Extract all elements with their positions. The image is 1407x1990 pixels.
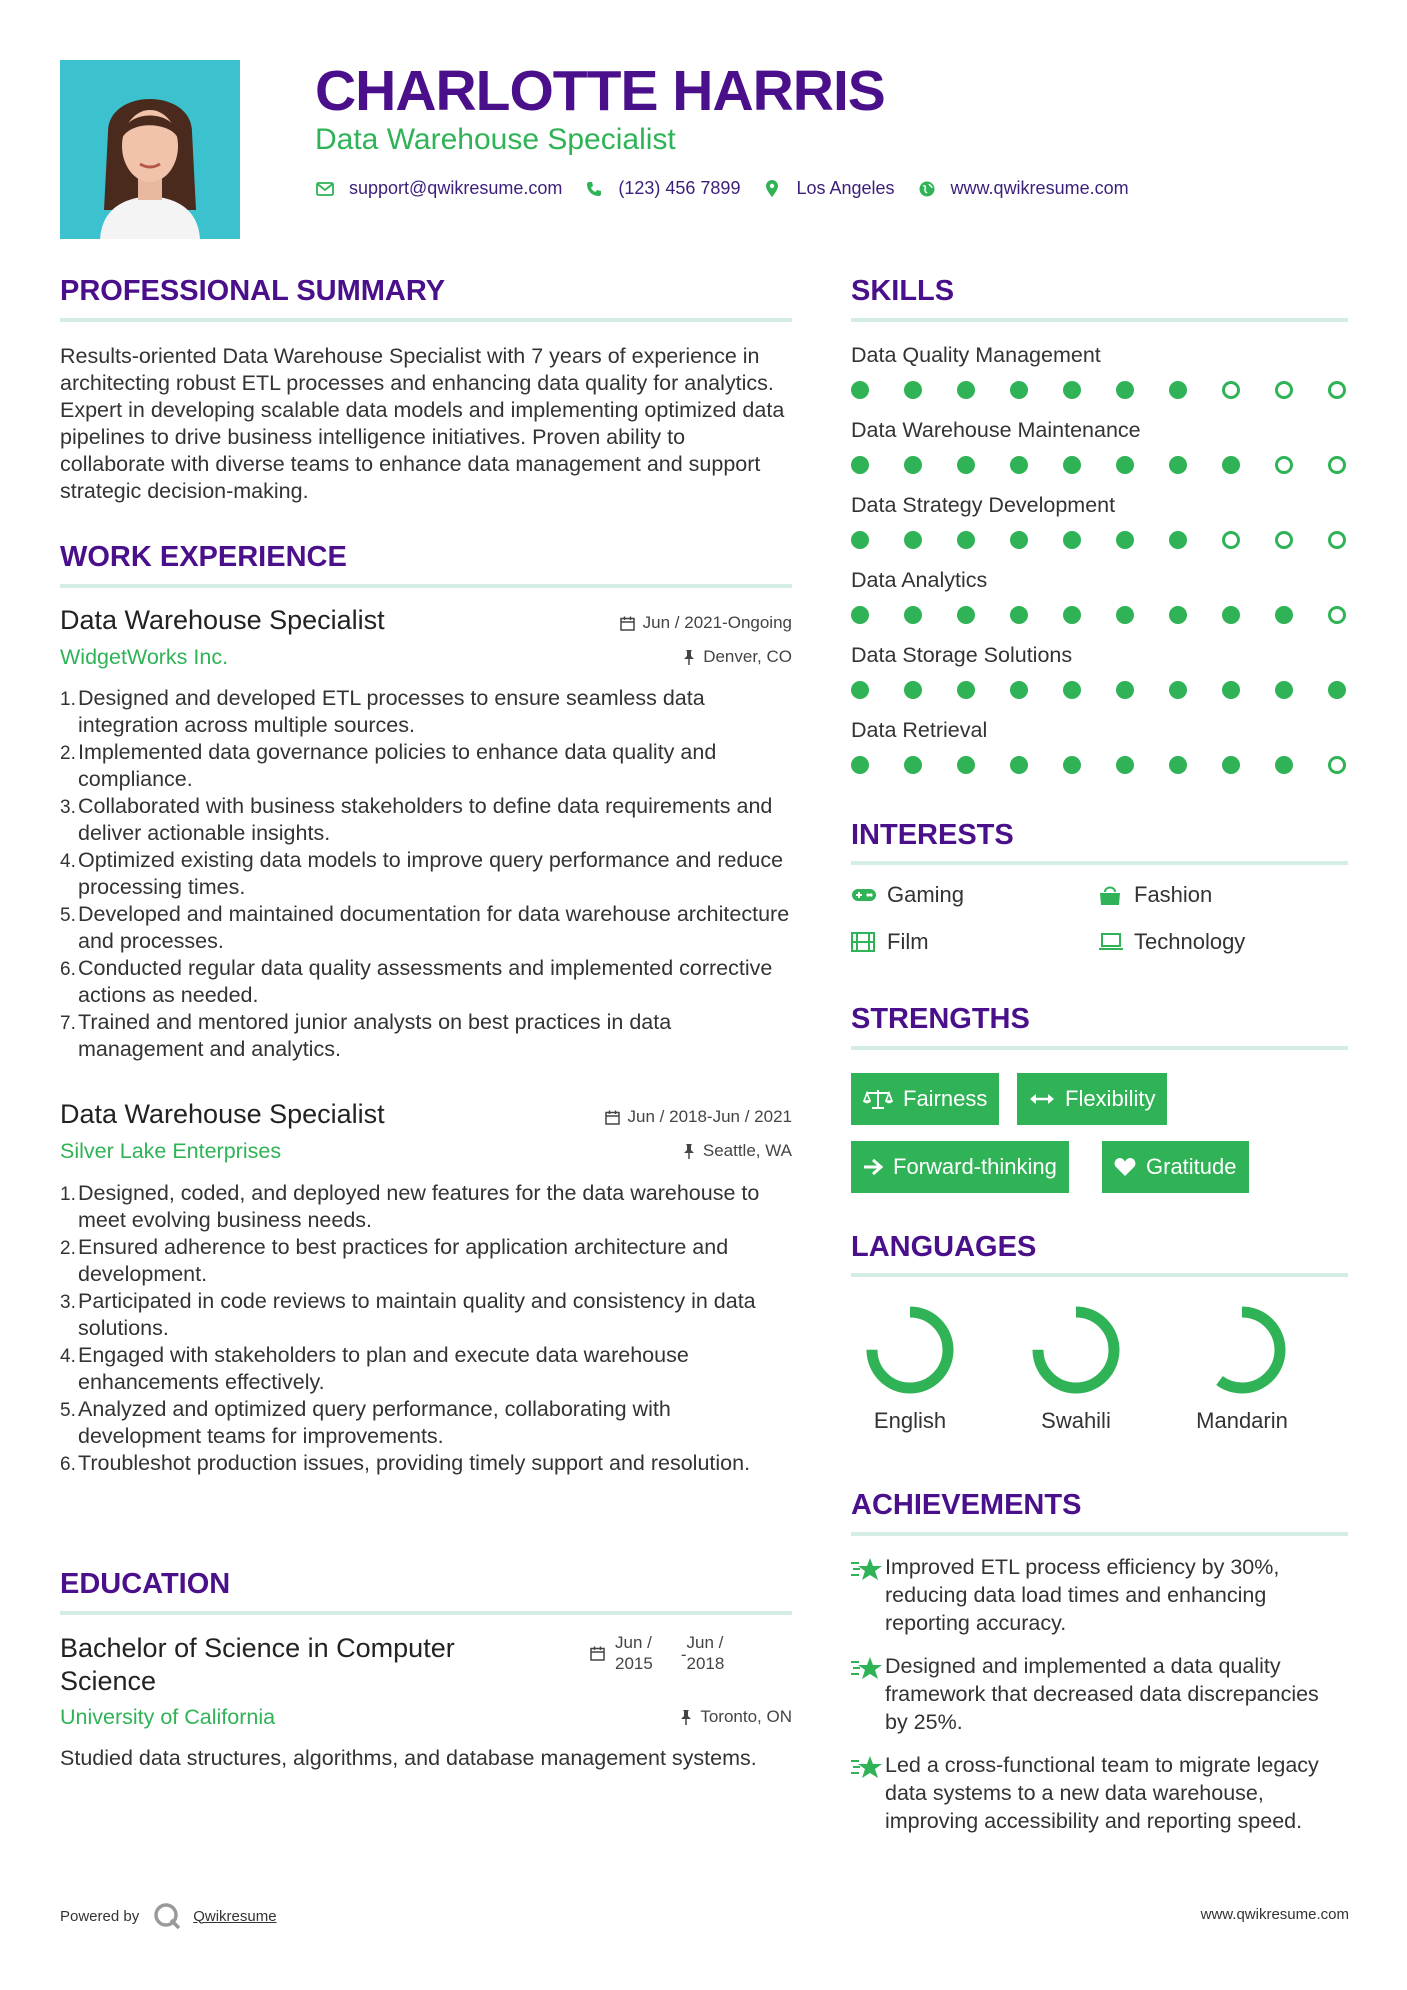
skills-heading: SKILLS	[851, 275, 955, 307]
rating-dot-filled	[957, 756, 975, 774]
rating-dot-filled	[904, 681, 922, 699]
arrow-right-icon	[863, 1158, 883, 1176]
rating-dot-filled	[1010, 381, 1028, 399]
rating-dot-filled	[1222, 756, 1240, 774]
interest-item	[851, 929, 929, 955]
profile-photo	[60, 60, 240, 239]
calendar-icon	[590, 1646, 605, 1661]
interest-item	[1098, 929, 1245, 955]
rating-dot-filled	[957, 681, 975, 699]
rating-dot-empty	[1222, 381, 1240, 399]
rating-dot-empty	[1328, 456, 1346, 474]
balance-scale-icon	[863, 1088, 893, 1110]
powered-by-label: Powered by	[60, 1907, 140, 1925]
rating-dot-filled	[957, 531, 975, 549]
rating-dot-filled	[1010, 456, 1028, 474]
education-start-year: 2015	[615, 1654, 653, 1673]
heart-icon	[1114, 1157, 1136, 1177]
candidate-name: CHARLOTTE HARRIS	[315, 59, 885, 123]
job-location	[683, 1141, 792, 1161]
interest-label: Gaming	[887, 882, 965, 907]
interest-label: Film	[887, 929, 929, 954]
language-name: Mandarin	[1196, 1408, 1288, 1433]
skill-name: Data Quality Management	[851, 343, 1101, 367]
job-location	[683, 647, 792, 667]
rating-dot-filled	[1063, 381, 1081, 399]
education-start-month: Jun /	[615, 1633, 652, 1652]
rating-dot-filled	[1169, 381, 1187, 399]
achievements-divider	[851, 1532, 1348, 1536]
education-school: University of California	[60, 1705, 276, 1729]
skill-rating	[851, 531, 1346, 549]
envelope-icon	[315, 182, 335, 196]
rating-dot-filled	[1222, 606, 1240, 624]
rating-dot-empty	[1328, 756, 1346, 774]
globe-icon	[917, 181, 937, 197]
education-description: Studied data structures, algorithms, and database management systems.	[60, 1746, 757, 1770]
rating-dot-empty	[1328, 606, 1346, 624]
skill-rating	[851, 681, 1346, 699]
rating-dot-filled	[1169, 606, 1187, 624]
education-degree-line: Bachelor of Science in Computer	[60, 1633, 455, 1663]
job-date-text: Jun / 2018-Jun / 2021	[627, 1107, 792, 1126]
rating-dot-filled	[1116, 681, 1134, 699]
interests-heading: INTERESTS	[851, 819, 1014, 851]
list-item: Designed, coded, and deployed new features for the data warehouse to meet evolving business needs.	[78, 1181, 760, 1232]
rating-dot-filled	[1222, 456, 1240, 474]
interest-item	[1098, 882, 1212, 908]
calendar-icon	[620, 616, 635, 631]
rating-dot-filled	[957, 456, 975, 474]
rating-dot-filled	[1010, 756, 1028, 774]
rating-dot-filled	[1116, 381, 1134, 399]
list-item: Collaborated with business stakeholders to define data requirements and deliver actionable insights.	[78, 794, 773, 845]
rating-dot-filled	[851, 756, 869, 774]
list-item: Troubleshot production issues, providing timely support and resolution.	[78, 1451, 751, 1475]
rating-dot-empty	[1275, 531, 1293, 549]
strength-tag	[851, 1073, 999, 1125]
education-location-text: Toronto, ON	[700, 1707, 792, 1726]
list-item: Designed and developed ETL processes to ensure seamless data integration across multiple sources.	[78, 686, 705, 737]
strength-tag	[1102, 1141, 1249, 1193]
list-item: Participated in code reviews to maintain quality and consistency in data solutions.	[78, 1289, 756, 1340]
rating-dot-filled	[1169, 681, 1187, 699]
strength-label: Forward-thinking	[893, 1154, 1057, 1179]
job-responsibilities	[60, 1180, 795, 1477]
job-company: WidgetWorks Inc.	[60, 645, 229, 669]
rating-dot-filled	[1010, 531, 1028, 549]
job-location-text: Seattle, WA	[702, 1141, 792, 1160]
languages-divider	[851, 1273, 1348, 1277]
job-date	[620, 613, 792, 633]
summary-heading: PROFESSIONAL SUMMARY	[60, 275, 446, 307]
skill-name: Data Analytics	[851, 568, 988, 592]
summary-text: Results-oriented Data Warehouse Specialist with 7 years of experience in architecting robust ETL processes and enhancing data quality for analytics. Expert in developing scalable data models and implementing optimized data pipelines to drive business intelligence initiatives. Proven ability to collaborate with diverse teams to enhance data management and support strategic decision-making.	[60, 344, 785, 503]
job-company: Silver Lake Enterprises	[60, 1139, 282, 1163]
rating-dot-empty	[1275, 381, 1293, 399]
language-proficiency-ring	[1192, 1300, 1292, 1400]
rating-dot-filled	[851, 456, 869, 474]
achievement-item	[851, 1751, 1348, 1835]
strength-label: Gratitude	[1146, 1154, 1237, 1179]
gamepad-icon	[851, 887, 877, 903]
skill-rating	[851, 756, 1346, 774]
contact-phone: (123) 456 7899	[618, 178, 741, 198]
list-item: Developed and maintained documentation for data warehouse architecture and processes.	[78, 902, 790, 953]
rating-dot-filled	[904, 606, 922, 624]
job-date	[605, 1107, 792, 1127]
rating-dot-filled	[1275, 756, 1293, 774]
list-item: Conducted regular data quality assessments and implemented corrective actions as needed.	[78, 956, 773, 1007]
film-icon	[851, 932, 877, 952]
strength-tag	[1017, 1073, 1167, 1125]
interests-divider	[851, 861, 1348, 865]
contact-bar	[315, 178, 1151, 199]
job-role: Data Warehouse Specialist	[60, 605, 385, 635]
interest-label: Fashion	[1134, 882, 1213, 907]
skill-name: Data Warehouse Maintenance	[851, 418, 1141, 442]
strength-label: Fairness	[903, 1086, 988, 1111]
achievement-text: Led a cross-functional team to migrate legacy data systems to a new data warehouse, improving accessibility and reporting speed.	[885, 1753, 1319, 1833]
contact-location: Los Angeles	[796, 178, 895, 198]
rating-dot-empty	[1328, 531, 1346, 549]
contact-email[interactable]: support@qwikresume.com	[349, 178, 563, 198]
job-entry-header	[60, 1099, 792, 1169]
rating-dot-filled	[1116, 606, 1134, 624]
shopping-bag-icon	[1098, 884, 1124, 906]
skill-name: Data Retrieval	[851, 718, 988, 742]
rating-dot-filled	[851, 531, 869, 549]
job-entry-header	[60, 605, 792, 675]
education-degree-line: Science	[60, 1666, 157, 1696]
language-proficiency-ring	[860, 1300, 960, 1400]
rating-dot-filled	[1328, 681, 1346, 699]
rating-dot-filled	[1116, 756, 1134, 774]
rating-dot-filled	[904, 381, 922, 399]
rating-dot-empty	[1222, 531, 1240, 549]
pushpin-icon	[683, 650, 695, 665]
rating-dot-filled	[851, 681, 869, 699]
language-item	[1011, 1300, 1141, 1434]
strength-tag	[851, 1141, 1069, 1193]
experience-heading: WORK EXPERIENCE	[60, 541, 347, 573]
education-start	[615, 1632, 653, 1674]
rating-dot-filled	[904, 456, 922, 474]
rating-dot-filled	[1116, 531, 1134, 549]
laptop-icon	[1098, 933, 1124, 951]
achievements-heading: ACHIEVEMENTS	[851, 1489, 1082, 1521]
rating-dot-filled	[1222, 681, 1240, 699]
achievement-item	[851, 1553, 1348, 1637]
achievement-text: Improved ETL process efficiency by 30%, reducing data load times and enhancing reporting accuracy.	[885, 1555, 1280, 1635]
job-role: Data Warehouse Specialist	[60, 1099, 385, 1129]
rating-dot-filled	[1169, 456, 1187, 474]
job-responsibilities	[60, 685, 795, 1063]
qwikresume-logo-icon	[153, 1902, 181, 1930]
language-item	[845, 1300, 975, 1434]
skill-rating	[851, 381, 1346, 399]
skill-name: Data Strategy Development	[851, 493, 1116, 517]
languages-heading: LANGUAGES	[851, 1231, 1037, 1263]
strength-label: Flexibility	[1065, 1086, 1156, 1111]
list-item: Analyzed and optimized query performance, collaborating with development teams for improvements.	[78, 1397, 671, 1448]
skill-rating	[851, 456, 1346, 474]
footer-powered-by	[60, 1902, 277, 1930]
interest-item	[851, 882, 964, 908]
education-end-year: 2018	[686, 1654, 725, 1673]
list-item: Trained and mentored junior analysts on best practices in data management and analytics.	[78, 1010, 672, 1061]
list-item: Ensured adherence to best practices for application architecture and development.	[78, 1235, 729, 1286]
strengths-divider	[851, 1046, 1348, 1050]
job-date-text: Jun / 2021-Ongoing	[642, 613, 792, 632]
achievement-item	[851, 1652, 1348, 1736]
education-dates	[590, 1632, 724, 1674]
language-proficiency-arc	[1204, 1312, 1280, 1388]
rating-dot-filled	[851, 606, 869, 624]
contact-website[interactable]: www.qwikresume.com	[950, 178, 1129, 198]
rating-dot-filled	[1169, 531, 1187, 549]
summary-divider	[60, 318, 792, 322]
education-end	[687, 1632, 725, 1674]
education-location	[680, 1707, 792, 1727]
language-item	[1177, 1300, 1307, 1434]
map-marker-icon	[762, 180, 782, 197]
education-date-dash: -	[680, 1645, 687, 1664]
pushpin-icon	[683, 1144, 695, 1159]
strengths-heading: STRENGTHS	[851, 1003, 1030, 1035]
rating-dot-filled	[1010, 606, 1028, 624]
rating-dot-filled	[957, 381, 975, 399]
rating-dot-filled	[904, 531, 922, 549]
rating-dot-filled	[1275, 681, 1293, 699]
rating-dot-filled	[1010, 681, 1028, 699]
rating-dot-filled	[957, 606, 975, 624]
interest-label: Technology	[1134, 929, 1246, 954]
list-item: Implemented data governance policies to enhance data quality and compliance.	[78, 740, 717, 791]
qwikresume-link[interactable]: Qwikresume	[193, 1907, 277, 1925]
rating-dot-empty	[1328, 381, 1346, 399]
rating-dot-filled	[1169, 756, 1187, 774]
calendar-icon	[605, 1110, 620, 1125]
language-proficiency-arc	[872, 1312, 948, 1388]
education-divider	[60, 1611, 792, 1615]
star-icon	[851, 1751, 885, 1835]
education-degree	[60, 1632, 455, 1698]
language-proficiency-arc	[1038, 1312, 1114, 1388]
achievement-text: Designed and implemented a data quality framework that decreased data discrepancies by 25%.	[885, 1654, 1319, 1734]
experience-divider	[60, 584, 792, 588]
rating-dot-filled	[851, 381, 869, 399]
phone-icon	[584, 181, 604, 197]
footer-website[interactable]: www.qwikresume.com	[1200, 1906, 1349, 1923]
candidate-title: Data Warehouse Specialist	[315, 123, 676, 156]
rating-dot-filled	[1063, 606, 1081, 624]
list-item: Engaged with stakeholders to plan and execute data warehouse enhancements effectively.	[78, 1343, 689, 1394]
rating-dot-filled	[1063, 681, 1081, 699]
job-location-text: Denver, CO	[703, 647, 792, 666]
skill-name: Data Storage Solutions	[851, 643, 1073, 667]
rating-dot-filled	[1275, 606, 1293, 624]
list-item: Optimized existing data models to improve query performance and reduce processing times.	[78, 848, 784, 899]
language-name: English	[873, 1408, 947, 1433]
language-proficiency-ring	[1026, 1300, 1126, 1400]
rating-dot-filled	[1116, 456, 1134, 474]
education-heading: EDUCATION	[60, 1568, 231, 1600]
rating-dot-filled	[1063, 531, 1081, 549]
rating-dot-filled	[1063, 756, 1081, 774]
skill-rating	[851, 606, 1346, 624]
skills-divider	[851, 318, 1348, 322]
pushpin-icon	[680, 1710, 692, 1725]
rating-dot-filled	[904, 756, 922, 774]
education-end-month: Jun /	[686, 1633, 724, 1652]
arrows-horizontal-icon	[1029, 1092, 1055, 1106]
language-name: Swahili	[1041, 1408, 1111, 1433]
rating-dot-filled	[1063, 456, 1081, 474]
rating-dot-empty	[1275, 456, 1293, 474]
star-icon	[851, 1553, 885, 1637]
star-icon	[851, 1652, 885, 1736]
